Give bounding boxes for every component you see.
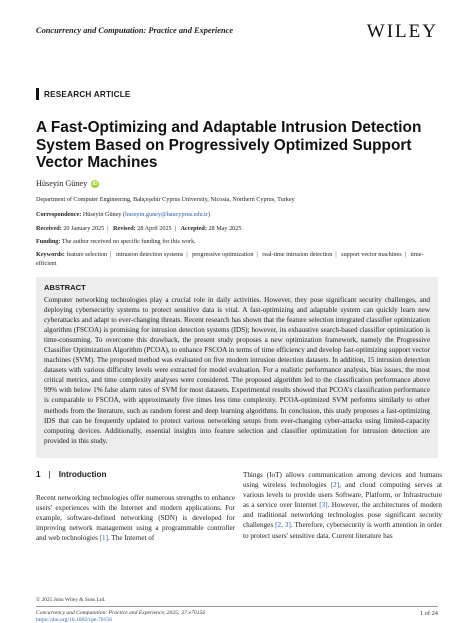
article-type-label xyxy=(36,88,131,100)
article-type-bar xyxy=(36,88,39,100)
publisher-logo: WILEY xyxy=(366,21,438,42)
citation-link[interactable]: [3] xyxy=(319,501,328,510)
section-heading xyxy=(36,470,235,480)
article-title: A Fast-Optimizing and Adaptable Intrusion Detection System Based on Progressively Optimized Support Vector Machines xyxy=(36,119,422,172)
keyword-item: time-efficient xyxy=(36,251,424,267)
keyword-item: feature selection xyxy=(66,251,108,258)
footer-citation: Concurrency and Computation: Practice and Experience, 2025; 37:e70156 xyxy=(36,610,206,616)
accepted-label: Accepted: xyxy=(180,225,207,232)
keyword-item: progressive optimization xyxy=(192,251,254,258)
doi-link[interactable]: https://doi.org/10.1002/cpe.70156 xyxy=(36,617,112,623)
body-paragraph: Things (IoT) allows communication among devices and humans using wireless technologies [2], and cloud computing serves at various levels to provide users Software, Platform, or Infrastructure as a service over Internet [3]. However, the architectures of modern and traditional networking technologies pose significant security challenges [2, 3]. Therefore, cybersecurity is worth attention in order to protect users' sensitive data. Current literature has xyxy=(243,471,443,540)
section-title: Introduction xyxy=(58,470,107,479)
correspondence-close: ) xyxy=(207,211,211,218)
keyword-item: real-time intrusion detection xyxy=(262,251,333,258)
revised-label: Revised: xyxy=(113,225,136,232)
author-line xyxy=(36,179,99,188)
journal-name: Concurrency and Computation: Practice and Experience xyxy=(36,26,234,35)
citation-link[interactable]: [2, 3] xyxy=(275,521,291,530)
footer-divider xyxy=(36,606,438,607)
section-number: 1 xyxy=(36,470,41,479)
column-right xyxy=(243,470,442,541)
correspondence-text: Hüseyin Güney ( xyxy=(81,211,126,218)
body-paragraph: Recent networking technologies offer numerous strengths to enhance users' experiences with the Internet and modern applications. For example, software-defined networking (SDN) is developed for improving network management using a programmable controller and web technologies [1]. The Internet of xyxy=(36,494,235,543)
received-date: 20 January 2025 xyxy=(61,225,105,232)
abstract-heading: ABSTRACT xyxy=(44,283,86,292)
abstract-box xyxy=(36,277,438,458)
copyright-notice: © 2025 John Wiley & Sons Ltd. xyxy=(36,597,106,603)
citation-link[interactable]: [1] xyxy=(99,534,108,543)
correspondence-email-link[interactable]: huseyin.guney@baucyprus.edu.tr xyxy=(125,211,208,218)
citation-link[interactable]: [2] xyxy=(330,481,340,490)
received-label: Received: xyxy=(36,225,62,232)
author-name[interactable]: Hüseyin Güney xyxy=(36,179,88,188)
page-number: 1 of 24 xyxy=(419,610,438,617)
funding-label: Funding: xyxy=(36,238,61,245)
keyword-item: intrusion detection systems xyxy=(115,251,184,258)
funding xyxy=(36,238,196,245)
correspondence xyxy=(36,211,210,218)
column-left xyxy=(36,470,235,544)
revised-date: 28 April 2025 xyxy=(135,225,172,232)
correspondence-label: Correspondence: xyxy=(36,211,82,218)
abstract-text: Computer networking technologies play a crucial role in daily activities. However, they pose significant security challenges, and deploying cybersecurity systems to protect sensitive data is vital. A fast-optimizing and adaptable system can quickly learn new cyberattacks and adapt to ever-changing threats. Recent research has shown that the feature selection integrated classifier optimization algorithm (FSCOA) is promising for intrusion detection systems (IDS); however, its exhaustive search-based classifier optimization is time-consuming. To overcome this drawback, the present study proposes a new optimization framework, namely the Progressive Classifier Optimization Algorithm (PCOA), to enhance FSCOA in terms of time efficiency and develop fast-optimizing support vector machines (SVM). The proposed method was evaluated on five modern intrusion detection datasets. In addition, 15 intrusion detection datasets with various difficulty levels were extracted for model evaluation. For a realistic performance analysis, bias issues, the most critical metrics, and time complexity analyses were considered. The proposed algorithm led to the classification performance above 99% with below 1% false alarm rates of SVM for most datasets. Experimental results showed that PCOA's classification performance is comparable to FSCOA, with approximately five times less time complexity. PCOA-optimized SVM performs similarly to other methods from the literature, such as random forest and deep learning algorithms. In conclusion, this study proposes a fast-optimizing IDS that can be frequently updated to protect various networking setups from ever-changing cyber-attacks using limited-capacity computing devices. Additionally, essential insights into feature selection and classifier optimization for intrusion detection are provided in this study. xyxy=(44,296,430,445)
keywords: Keywords: feature selection | intrusion detection systems | progressive optimization | real-time intrusion detection | support vector machines | time-efficient xyxy=(36,251,424,267)
keyword-item: support vector machines xyxy=(341,251,402,258)
article-dates: Received: 20 January 2025 | Revised: 28 April 2025 | Accepted: 28 May 2025 xyxy=(36,225,242,232)
orcid-icon[interactable]: iD xyxy=(92,180,98,187)
funding-text: The author received no specific funding for this work. xyxy=(60,238,196,245)
section-divider: | xyxy=(48,470,51,479)
accepted-date: 28 May 2025 xyxy=(206,225,242,232)
footer-citation-block xyxy=(36,610,205,623)
article-type-text: RESEARCH ARTICLE xyxy=(44,89,131,99)
keywords-label: Keywords: xyxy=(36,251,65,258)
affiliation: Department of Computer Engineering, Bahçeşehir Cyprus University, Nicosia, Northern Cyprus, Turkey xyxy=(36,196,295,203)
